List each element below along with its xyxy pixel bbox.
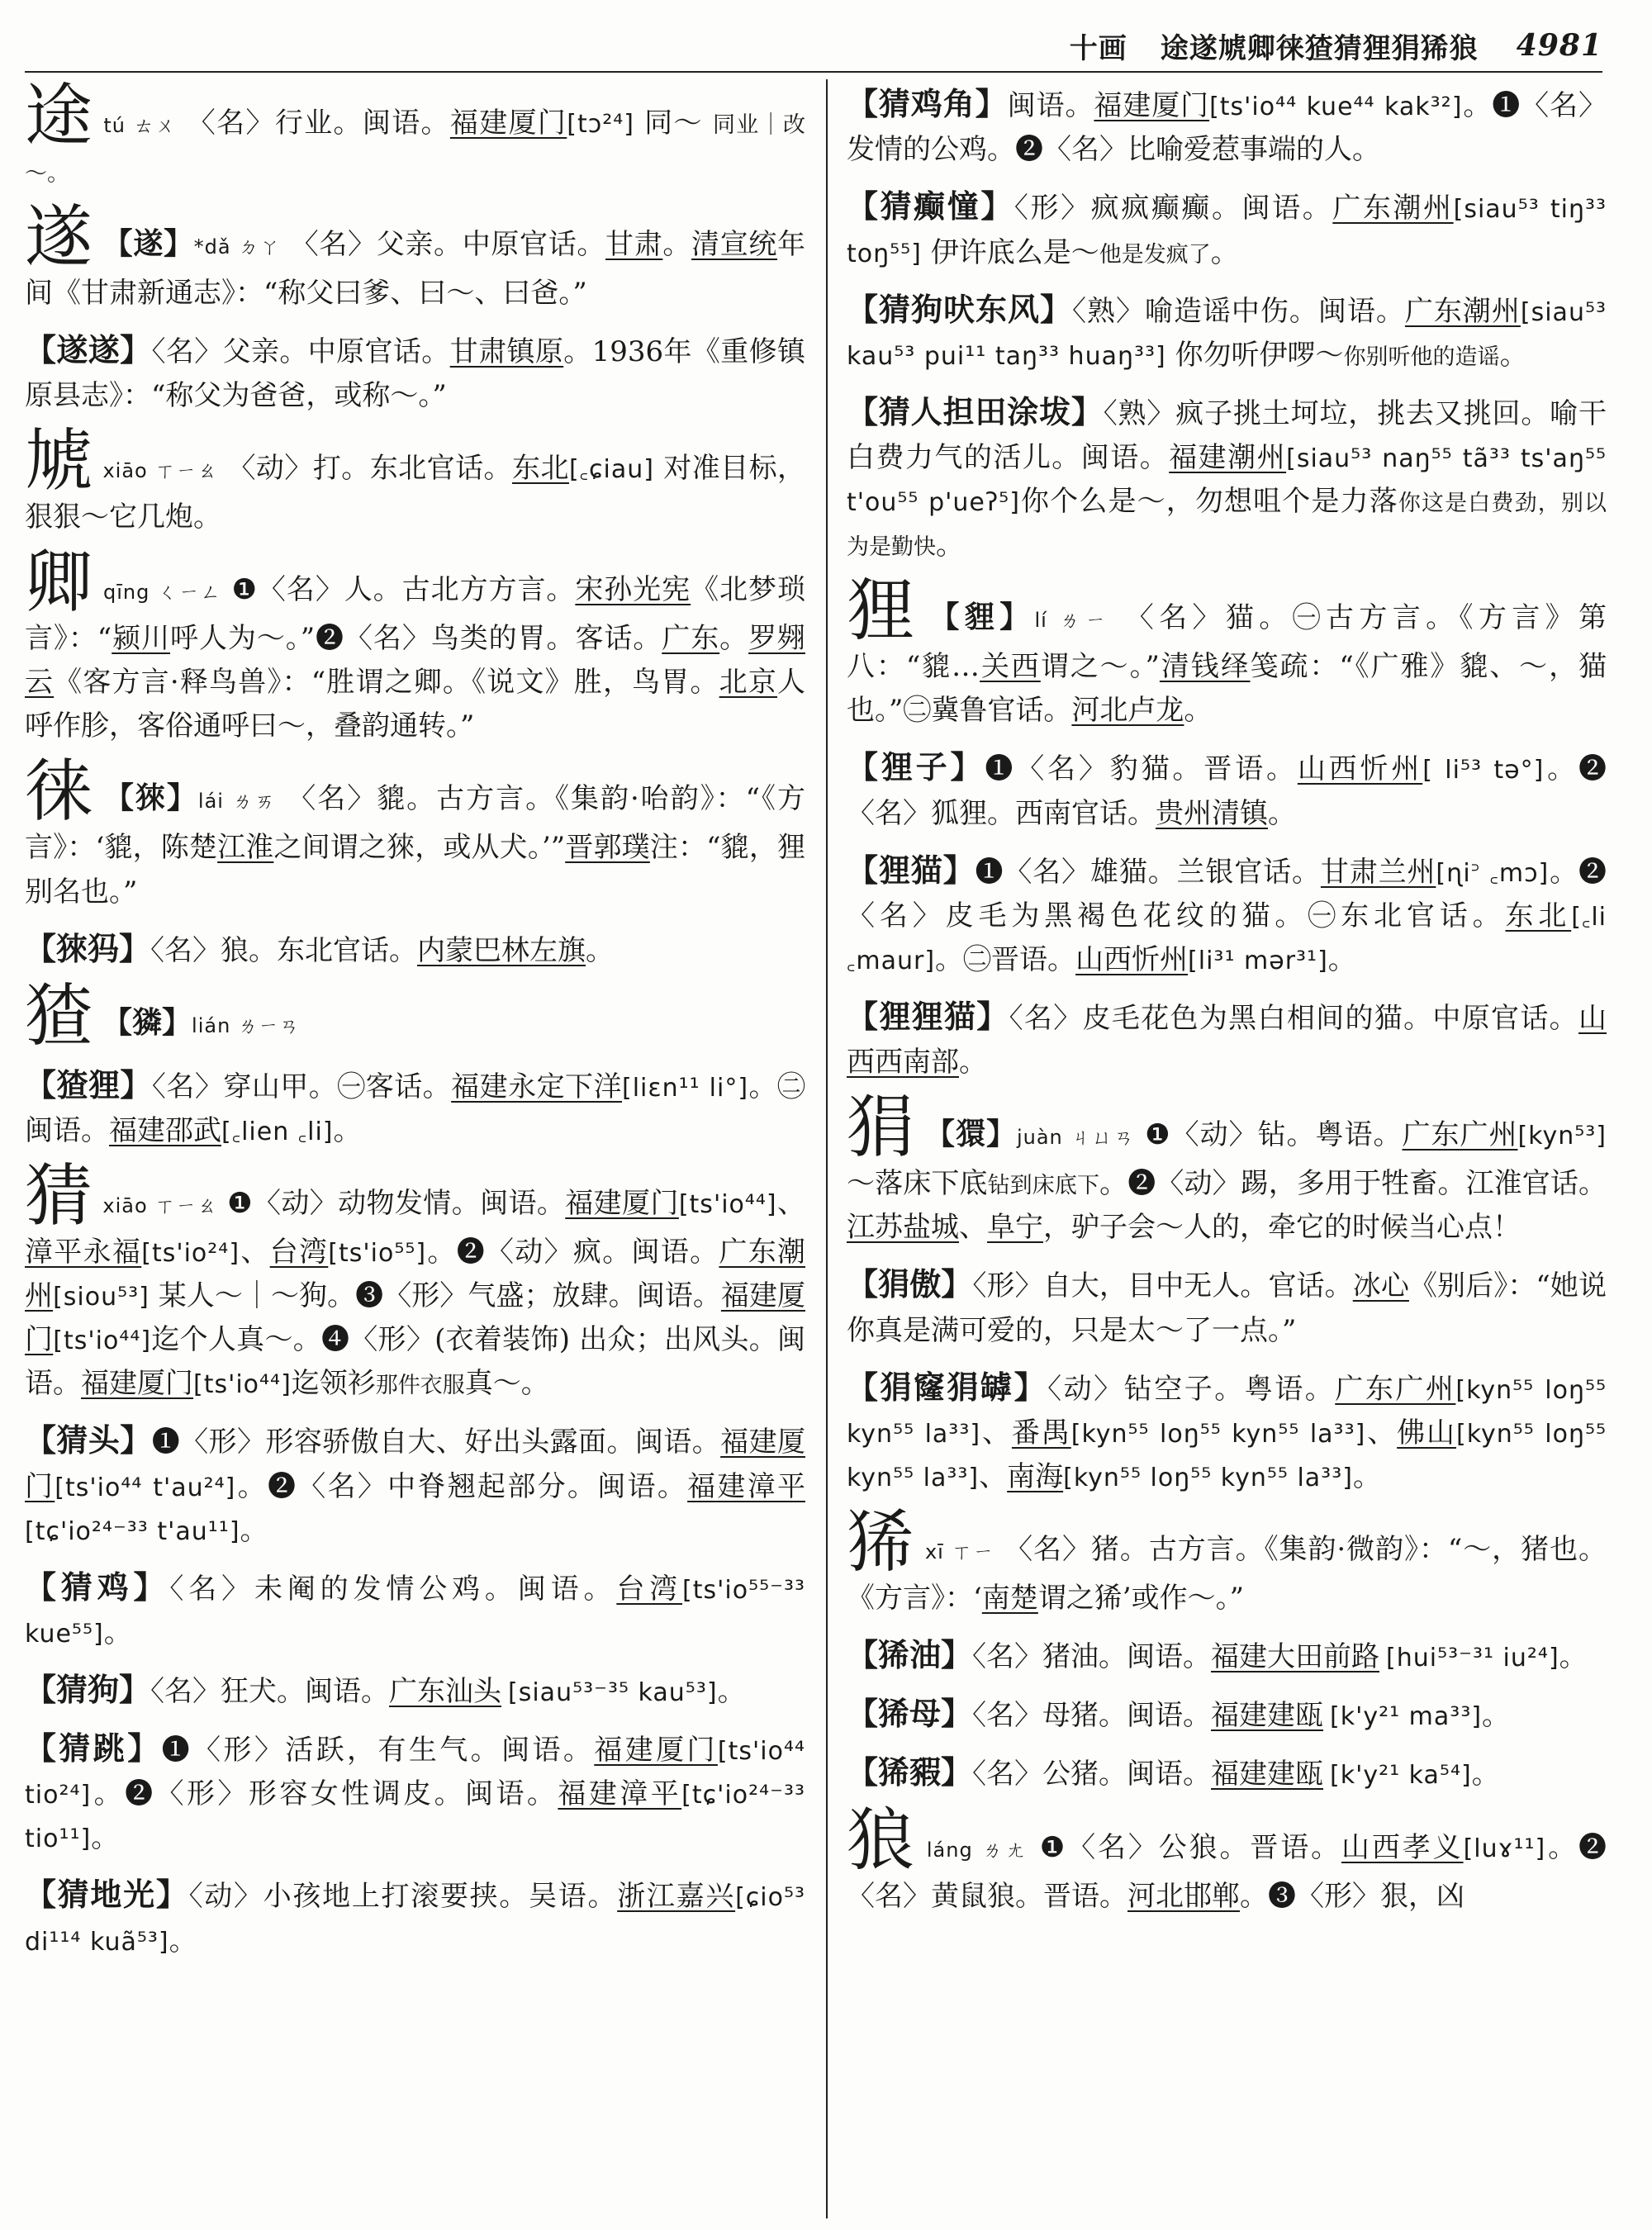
pos: 〈名〉: [290, 228, 377, 262]
ipa: [ts'io⁴⁴]: [53, 1326, 152, 1356]
definition: ❶〈名〉人。古北方方言。: [231, 573, 576, 607]
headword: 狸: [847, 572, 920, 651]
definition: ❶〈形〉活跃，有生气。闽语。: [161, 1734, 595, 1767]
entry-qing: [25, 543, 805, 748]
definition: ❶〈名〉公狼。晋语。: [1039, 1830, 1342, 1864]
entry-ximu: [847, 1689, 1607, 1738]
place-name: 福建厦门: [25, 1279, 805, 1357]
definition: 人呼作胗，客俗通呼曰～，叠韵通转。”: [25, 666, 805, 743]
place-name: 福建厦门: [25, 1426, 805, 1503]
definition: 之间谓之猍，或从犬。’”: [273, 831, 566, 865]
source-name: 罗翙云: [25, 622, 805, 700]
ipa: [ts'io⁴⁴ tio²⁴]: [25, 1737, 805, 1810]
ipa: [ts'io⁴⁴ kue⁴⁴ kak³²]: [1209, 93, 1463, 121]
place-name: 福建潮州: [1169, 441, 1287, 475]
entry-li: [847, 572, 1607, 733]
pinyin: qīng ㄑㄧㄥ: [102, 581, 222, 605]
place-name: 台湾: [269, 1236, 329, 1269]
ipa: [liɛn¹¹ li°]: [622, 1073, 749, 1103]
definition: 。❷〈动〉疯。闽语。: [426, 1236, 719, 1269]
entry-xiaoren: [847, 387, 1607, 567]
definition: 钻空子。粤语。: [1123, 1372, 1336, 1406]
place-name: 福建漳平: [687, 1469, 805, 1503]
definition: ，驴子会～人的，牵它的时候当心点！: [1043, 1211, 1521, 1245]
header-rule: [25, 71, 1602, 73]
entry-xiao2: [25, 1157, 805, 1406]
headword: 遂: [25, 198, 93, 278]
headword: 虓: [25, 422, 93, 501]
place-name: 甘肃兰州: [1320, 855, 1436, 889]
place-name: 关西: [980, 650, 1041, 684]
entry-lilimao: [847, 992, 1607, 1084]
pos: 〈名〉: [287, 782, 377, 816]
place-name: 贵州清镇: [1156, 796, 1268, 830]
definition: 。❶〈名〉发情的公鸡。❷〈名〉比喻爱惹事端的人。: [847, 89, 1607, 167]
place-name: 浙江嘉兴: [617, 1880, 736, 1914]
ipa: [꜀lien ꜀li]: [221, 1117, 334, 1147]
definition: 。: [1499, 338, 1528, 372]
definition: ❶〈名〉豹猫。晋语。: [985, 752, 1298, 786]
pos: 〈名〉: [1125, 601, 1226, 635]
entry-xijia: [847, 1748, 1607, 1796]
place-name: 山西忻州: [1075, 942, 1189, 976]
entry-juanao: [847, 1260, 1607, 1352]
sub-headword: 【猹狸】: [25, 1065, 152, 1103]
variant: 【獧】: [925, 1117, 1017, 1152]
pos: 〈名〉: [150, 1674, 221, 1708]
place-name: 台湾: [616, 1572, 683, 1606]
pos: 〈名〉: [1009, 1001, 1083, 1035]
pinyin: lí ㄌㄧ: [1034, 609, 1112, 633]
source-name: 清钱绎: [1159, 650, 1251, 684]
variant: 【遂】: [102, 226, 194, 262]
definition: 笺疏：“《广雅》貔、～，猫也。”㊁冀鲁官话。: [847, 650, 1607, 728]
entry-juanlong: [847, 1363, 1607, 1499]
sub-headword: 【狶油】: [847, 1635, 973, 1673]
entry-xiaodiantong: [847, 182, 1607, 274]
source-name: 冰心: [1352, 1269, 1409, 1303]
headword: 途: [25, 79, 94, 155]
section-label: 十画: [1069, 31, 1127, 65]
sub-headword: 【猍犸】: [25, 929, 151, 967]
pinyin: *dǎ ㄉㄚ: [193, 235, 282, 259]
place-name: 番禺: [1011, 1416, 1071, 1450]
definition: ～落床下底: [847, 1167, 988, 1201]
sub-headword: 【猜癫憧】: [847, 187, 1014, 225]
entry-die: [25, 198, 805, 316]
definition: 迄领衫: [291, 1367, 376, 1401]
definition: 。❷〈名〉黄鼠狼。晋语。: [847, 1830, 1607, 1913]
place-name: 南海: [1007, 1459, 1064, 1493]
definition: 皮毛花色为黑白相间的猫。中原官话。: [1082, 1001, 1579, 1035]
definition: 。: [1471, 1758, 1500, 1791]
headword: 狷: [847, 1089, 915, 1168]
definition: 穿山甲。㊀客话。: [223, 1070, 452, 1103]
entry-xiaogoufei: [847, 285, 1607, 377]
entry-diedie: [25, 325, 805, 418]
entry-xi: [847, 1502, 1607, 1620]
headword: 猜: [25, 1157, 93, 1236]
definition: 、: [959, 1211, 987, 1245]
definition: 。: [333, 1114, 362, 1148]
place-name: 福建厦门: [1094, 89, 1210, 122]
example-gloss: 同业｜改～。: [25, 112, 805, 187]
definition: 伊许底么是～: [921, 235, 1099, 269]
place-name: 福建厦门: [594, 1734, 718, 1767]
place-name: 福建建瓯: [1211, 1699, 1324, 1733]
definition: 打。东北官话。: [312, 452, 513, 486]
place-name: 广东潮州: [25, 1236, 805, 1313]
ipa: [kyn⁵⁵ loŋ⁵⁵ kyn⁵⁵ la³³]: [847, 1419, 1607, 1492]
ipa: [hui⁵³⁻³¹ iu²⁴]: [1386, 1643, 1559, 1672]
definition: 谓之狶’或作～。”: [1037, 1581, 1245, 1615]
pos: 〈动〉: [188, 1880, 263, 1914]
headword: 猹: [25, 976, 93, 1056]
definition: 。: [1210, 235, 1239, 269]
entry-lai: [25, 752, 805, 913]
entry-xiao: [25, 422, 805, 539]
definition: 你勿听伊啰～: [1165, 338, 1344, 372]
definition: 《北梦琐言》：“: [25, 573, 805, 656]
pinyin: juàn ㄐㄩㄢ: [1016, 1126, 1136, 1150]
entry-juan: [847, 1089, 1607, 1250]
definition: 猫。㊀古方言。《方言》第八：“貔…: [847, 601, 1607, 684]
ipa: [tɕ'io²⁴⁻³³ tio¹¹]: [25, 1781, 805, 1854]
page-header: [826, 17, 1602, 74]
example-gloss: 他是发疯了: [1099, 241, 1211, 268]
pos: 〈熟〉: [1103, 396, 1176, 430]
headword: 卿: [25, 543, 93, 623]
ipa: [siau⁵³ kau⁵³ pui¹¹ taŋ³³ huaŋ³³]: [847, 297, 1607, 371]
source-name: 宋孙光宪: [575, 573, 691, 607]
source-name: 清宣统: [691, 228, 778, 262]
definition: 。: [719, 622, 749, 656]
column-divider: [826, 79, 828, 2218]
definition: 注：“貔，狸别名也。”: [25, 831, 805, 909]
right-column: [847, 79, 1607, 2223]
pos: 〈名〉: [169, 1572, 254, 1606]
place-name: 东北: [1505, 899, 1572, 932]
definition: 你个么是～，勿想咀个是力落: [1019, 485, 1398, 519]
pinyin: lián ㄌㄧㄢ: [192, 1013, 300, 1037]
place-name: 山西孝义: [1341, 1830, 1464, 1864]
ipa: [siou⁵³]: [53, 1283, 150, 1312]
place-name: 福建建瓯: [1211, 1758, 1324, 1791]
definition: 年间《甘肃新通志》：“称父曰爹、曰～、曰爸。”: [25, 228, 805, 311]
sub-headword: 【狷傲】: [847, 1265, 973, 1303]
ipa: [ li⁵³ tə°]: [1422, 756, 1545, 785]
sub-headword: 【狶豭】: [847, 1753, 973, 1791]
definition: ❶〈名〉雄猫。兰银官话。: [975, 855, 1321, 889]
ipa: [tɔ²⁴]: [567, 110, 634, 139]
ipa: [ɕio⁵³ di¹¹⁴ kuã⁵³]: [25, 1883, 805, 1957]
definition: 、: [776, 1187, 805, 1221]
page-number: 4981: [1516, 28, 1602, 63]
definition: 。: [91, 1821, 120, 1855]
variant: 【貍】: [929, 600, 1035, 635]
place-name: 福建厦门: [565, 1187, 679, 1221]
entry-xiaotiao: [25, 1724, 805, 1860]
definition: 某人～｜～狗。❸〈形〉气盛；放肆。闽语。: [149, 1279, 721, 1313]
ipa: [ts'io⁵⁵⁻³³ kue⁵⁵]: [25, 1575, 805, 1649]
definition: 。: [1268, 796, 1296, 830]
definition: 。: [662, 228, 692, 262]
sub-headword: 【狸猫】: [847, 851, 976, 889]
definition: 。: [936, 529, 964, 562]
ipa: [tɕ'io²⁴⁻³³ t'au¹¹]: [25, 1516, 240, 1546]
entry-xiyou: [847, 1630, 1607, 1679]
definition: 未阉的发情公鸡。闽语。: [254, 1572, 617, 1606]
entry-lang: [847, 1801, 1607, 1919]
source-name: 晋郭璞: [565, 831, 650, 865]
entry-xiaoji: [25, 1563, 805, 1655]
pinyin: xī ㄒㄧ: [924, 1540, 995, 1563]
definition: 。❷〈动〉踢，多用于牲畜。江淮官话。: [1099, 1167, 1607, 1201]
pos: 〈名〉: [151, 1070, 224, 1103]
example-gloss: 你这是白费劲，别以为是勤快: [847, 491, 1607, 561]
pos: 〈名〉: [972, 1699, 1043, 1733]
place-name: 河北卢龙: [1071, 694, 1184, 728]
variant: 【猍】: [103, 780, 198, 816]
definition: 父亲。中原官话。: [376, 228, 606, 262]
pos: 〈动〉: [1047, 1372, 1124, 1406]
place-name: 甘肃镇原: [449, 335, 564, 369]
sub-headword: 【遂遂】: [25, 331, 152, 369]
pos: 〈名〉: [150, 933, 221, 967]
place-name: 江苏盐城: [847, 1211, 959, 1245]
definition: 。: [1184, 694, 1213, 728]
example-gloss: 你别听他的造谣: [1343, 344, 1500, 370]
place-name: 山西西南部: [847, 1001, 1607, 1079]
header-chars: 途遂虓卿徕猹猜狸狷狶狼: [1160, 31, 1479, 65]
ipa: [kyn⁵³]: [1517, 1122, 1607, 1151]
definition: 、: [240, 1236, 270, 1269]
sub-headword: 【猜头】: [25, 1421, 152, 1459]
definition: 小孩地上打滚要挟。吴语。: [263, 1880, 618, 1914]
place-name: 广东潮州: [1332, 192, 1454, 225]
ipa: [kyn⁵⁵ loŋ⁵⁵ kyn⁵⁵ la³³]: [847, 1375, 1607, 1449]
ipa: [kyn⁵⁵ loŋ⁵⁵ kyn⁵⁵ la³³]: [1063, 1463, 1353, 1492]
place-name: 东北: [512, 452, 569, 486]
definition: 公猪。闽语。: [1042, 1758, 1212, 1791]
definition: 。❷〈形〉形容女性调皮。闽语。: [91, 1777, 558, 1811]
definition: 父亲。中原官话。: [222, 335, 450, 369]
ipa: [ts'io⁵⁵]: [328, 1239, 427, 1269]
definition: 闽语。: [1007, 89, 1094, 122]
ipa: [ɳi꜄ ꜀mɔ]: [1436, 858, 1550, 888]
definition: 。: [959, 1046, 987, 1079]
pos: 〈名〉: [972, 1639, 1043, 1673]
sub-headword: 【猜鸡角】: [847, 85, 1008, 122]
definition: 疯子挑土坷垃，挑去又挑回。喻干白费力气的活儿。闽语。: [847, 396, 1607, 475]
pinyin: xiāo ㄒㄧㄠ: [102, 1194, 218, 1218]
definition: 。: [1559, 1639, 1588, 1673]
definition: 。: [1482, 1699, 1511, 1733]
pos: 〈名〉: [187, 107, 275, 140]
place-name: 阜宁: [987, 1211, 1043, 1245]
definition: 。: [717, 1674, 746, 1708]
pinyin: lái ㄌㄞ: [197, 790, 278, 814]
definition: 狂犬。闽语。: [221, 1674, 390, 1708]
pos: 〈动〉: [227, 452, 313, 486]
ipa: [kyn⁵⁵ loŋ⁵⁵ kyn⁵⁵ la³³]: [1070, 1419, 1366, 1449]
place-name: 福建邵武: [109, 1114, 221, 1148]
place-name: 福建大田前路: [1211, 1639, 1380, 1673]
place-name: 广东潮州: [1404, 294, 1521, 328]
definition: 、: [980, 1416, 1012, 1450]
sub-headword: 【狶母】: [847, 1695, 973, 1733]
entry-tu: [25, 79, 805, 194]
definition: 。: [240, 1513, 268, 1547]
ipa: [siau⁵³⁻³⁵ kau⁵³]: [508, 1677, 718, 1707]
ipa: [luɤ¹¹]: [1463, 1834, 1546, 1863]
pos: 〈形〉: [1014, 192, 1091, 225]
example-gloss: 那件衣服: [375, 1373, 465, 1399]
definition: 。: [586, 933, 615, 967]
ipa: [li³¹ mər³¹]: [1188, 946, 1328, 975]
headword: 狼: [847, 1801, 917, 1880]
ipa: [k'y²¹ ka⁵⁴]: [1330, 1761, 1472, 1791]
definition: 。❷〈名〉狐狸。西南官话。: [847, 752, 1607, 830]
definition: 。❸〈形〉狠，凶: [1240, 1879, 1464, 1913]
example-gloss: 钻到床底下: [987, 1173, 1100, 1199]
definition: ❶〈动〉钻。粤语。: [1145, 1118, 1403, 1152]
definition: 。: [103, 1616, 132, 1649]
place-name: 广东汕头: [389, 1674, 502, 1708]
definition: 《客方言·释鸟兽》：“胜谓之卿。《说文》胜，鸟胃。: [54, 666, 719, 700]
sub-headword: 【狸子】: [847, 748, 985, 786]
definition: 谓之～。”: [1040, 650, 1160, 684]
definition: 猪油。闽语。: [1042, 1639, 1212, 1673]
definition: 。: [169, 1924, 197, 1957]
definition: 、: [979, 1459, 1008, 1493]
definition: ❶〈形〉形容骄傲自大、好出头露面。闽语。: [151, 1426, 721, 1459]
entry-xiaojijiao: [847, 79, 1607, 172]
place-name: 甘肃: [605, 228, 663, 262]
definition: 自大，目中无人。官话。: [1042, 1269, 1353, 1303]
entry-xiaogou: [25, 1665, 805, 1714]
place-name: 颍川: [112, 622, 171, 656]
sub-headword: 【猜跳】: [25, 1729, 162, 1767]
entry-lizi: [847, 743, 1607, 835]
entry-xiaodiguang: [25, 1870, 805, 1962]
entry-xiaotou: [25, 1416, 805, 1552]
definition: 母猪。闽语。: [1042, 1699, 1212, 1733]
ipa: [siau⁵³ naŋ⁵⁵ tã³³ ts'aŋ⁵⁵ t'ou⁵⁵ p'ueʔ⁵]: [847, 444, 1607, 518]
definition: 猪。古方言。《集韵·微韵》：“～，猪也。《方言》：‘: [847, 1532, 1607, 1615]
sub-headword: 【狷窿狷罅】: [847, 1368, 1048, 1406]
definition: 呼人为～。”❷〈名〉鸟类的胃。客话。: [170, 622, 662, 656]
place-name: 福建漳平: [558, 1777, 682, 1811]
definition: 行业。闽语。: [274, 107, 450, 140]
left-column: [25, 79, 805, 2223]
place-name: 北京: [719, 666, 777, 700]
sub-headword: 【猜人担田涂坺】: [847, 392, 1104, 430]
ipa: [ts'io⁴⁴]: [193, 1370, 292, 1400]
place-name: 广东: [662, 622, 720, 656]
variant: 【獜】: [102, 1004, 192, 1040]
definition: 。: [1327, 942, 1356, 976]
definition: 。❷〈名〉皮毛为黑褐色花纹的猫。㊀东北官话。: [847, 855, 1607, 932]
definition: 。㊁晋语。: [935, 942, 1076, 976]
ipa: [꜀li ꜀maur]: [847, 902, 1607, 975]
ipa: [ts'io⁴⁴]: [678, 1190, 777, 1220]
definition: 狼。东北官话。: [221, 933, 418, 967]
place-name: 福建永定下洋: [451, 1070, 623, 1103]
pos: 〈形〉: [972, 1269, 1043, 1303]
sub-headword: 【猜鸡】: [25, 1568, 170, 1606]
pos: 〈名〉: [151, 335, 223, 369]
place-name: 佛山: [1397, 1416, 1456, 1450]
definition: 、: [1365, 1416, 1398, 1450]
definition: 喻造谣中伤。闽语。: [1144, 294, 1405, 328]
sub-headword: 【猜狗吠东风】: [847, 290, 1072, 328]
place-name: 南楚: [981, 1581, 1038, 1615]
definition: 疯疯癫癫。闽语。: [1090, 192, 1333, 225]
definition: 对准目标，狠狠～它几炮。: [25, 452, 805, 534]
pinyin: láng ㄌㄤ: [926, 1838, 1028, 1862]
definition: 。: [1352, 1459, 1381, 1493]
ipa: [꜀ɕiau]: [568, 455, 654, 485]
place-name: 山西忻州: [1297, 752, 1423, 786]
definition: 貔。古方言。《集韵·咍韵》：“《方言》：‘貔，陈楚: [25, 782, 805, 865]
place-name: 江淮: [217, 831, 274, 865]
pos: 〈熟〉: [1071, 294, 1145, 328]
ipa: [k'y²¹ ma³³]: [1330, 1702, 1483, 1732]
sub-headword: 【猜地光】: [25, 1876, 189, 1914]
place-name: 福建厦门: [449, 107, 567, 140]
entry-lian: [25, 976, 805, 1056]
place-name: 漳平永福: [25, 1236, 142, 1269]
pos: 〈名〉: [972, 1758, 1043, 1791]
headword: 狶: [847, 1502, 915, 1582]
definition: 真～。: [464, 1367, 549, 1401]
place-name: 福建厦门: [81, 1367, 193, 1401]
ipa: [ts'io⁴⁴ t'au²⁴]: [55, 1473, 236, 1502]
place-name: 广东广州: [1335, 1372, 1456, 1406]
sub-headword: 【猜狗】: [25, 1670, 151, 1708]
definition: 迄个人真～。❹〈形〉(衣着装饰) 出众；出风头。闽语。: [25, 1323, 805, 1401]
entry-laima: [25, 924, 805, 973]
pos: 〈名〉: [1004, 1532, 1091, 1566]
headword: 徕: [25, 752, 94, 832]
ipa: [siau⁵³ tiŋ³³ toŋ⁵⁵]: [847, 195, 1607, 268]
definition: ❶〈动〉动物发情。闽语。: [227, 1187, 566, 1221]
entry-lianli: [25, 1060, 805, 1153]
definition: 同～: [634, 107, 703, 140]
place-name: 广东广州: [1402, 1118, 1518, 1152]
definition: 。㊁闽语。: [25, 1070, 805, 1148]
entry-limao: [847, 846, 1607, 982]
pinyin: tú ㄊㄨ: [103, 114, 178, 137]
sub-headword: 【狸狸猫】: [847, 997, 1009, 1035]
place-name: 河北邯郸: [1127, 1879, 1240, 1913]
definition: 。❷〈名〉中脊翘起部分。闽语。: [235, 1469, 688, 1503]
definition: 。1936年《重修镇原县志》：“称父为爸爸，或称～。”: [25, 335, 805, 413]
ipa: [ts'io²⁴]: [141, 1239, 240, 1269]
definition: 《别后》：“她说你真是满可爱的，只是太～了一点。”: [847, 1269, 1607, 1347]
pinyin: xiāo ㄒㄧㄠ: [102, 459, 219, 483]
place-name: 内蒙巴林左旗: [417, 933, 586, 967]
